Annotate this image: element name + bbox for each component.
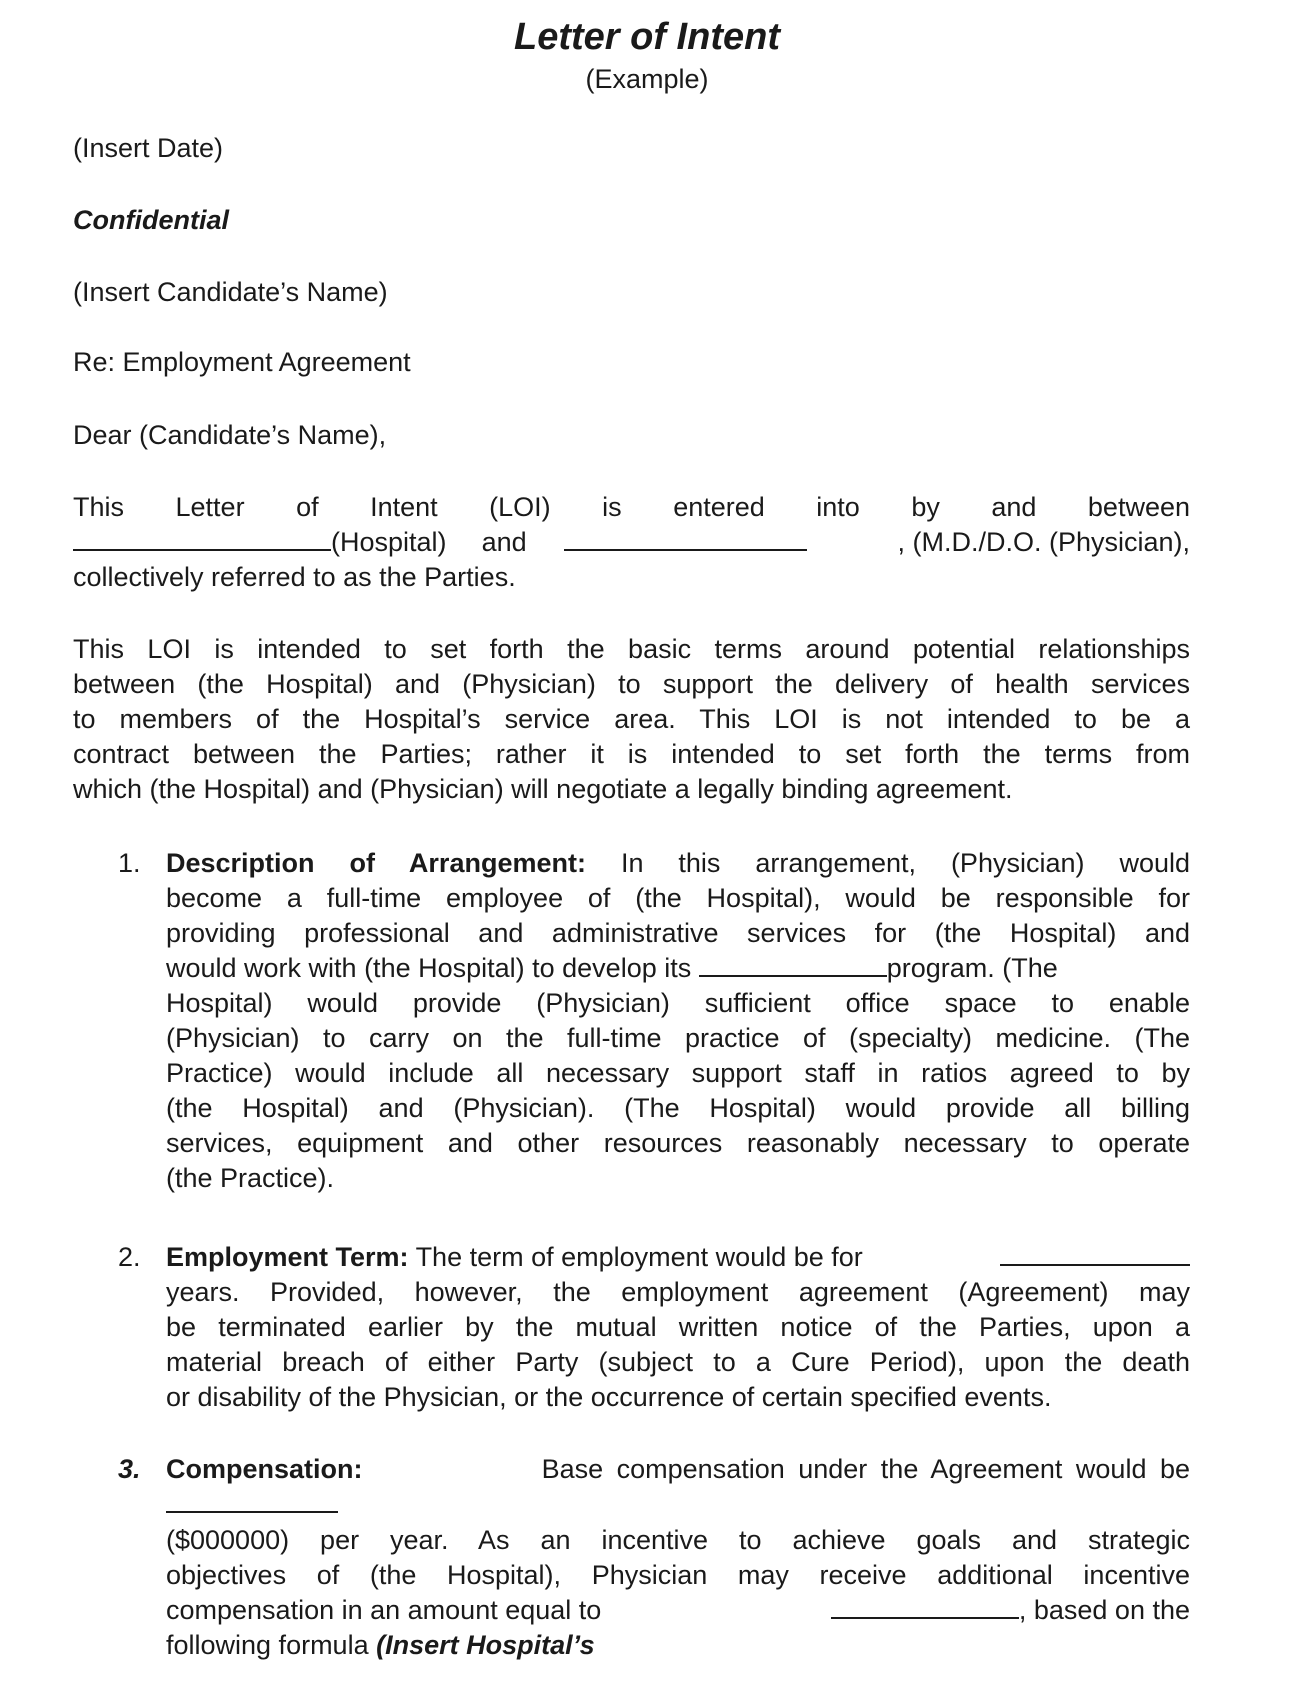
intro-line-1: This Letter of Intent (LOI) is entered into by and between: [73, 492, 1190, 522]
purpose-line: This LOI is intended to set forth the basic terms around potential relationships: [73, 634, 1190, 664]
item3-line-4: compensation in an amount equal to , based on the: [166, 1595, 1190, 1625]
item3-line-1: Compensation: Base compensation under the Agreement would be: [166, 1452, 1190, 1487]
purpose-line: which (the Hospital) and (Physician) will negotiate a legally binding agreement.: [73, 774, 1013, 804]
candidate-name-placeholder: (Insert Candidate’s Name): [73, 277, 388, 307]
and-word: and: [481, 527, 527, 557]
program-blank: [699, 951, 887, 977]
item1-line-4: would work with (the Hospital) to develop its program. (The: [166, 953, 1058, 983]
intro-line-2: [73, 525, 1190, 560]
item-heading: Employment Term:: [166, 1242, 409, 1272]
purpose-line: to members of the Hospital’s service area. This LOI is not intended to be a: [73, 704, 1190, 734]
term-years-blank: [1000, 1240, 1190, 1266]
item1-line-2: become a full-time employee of (the Hospital), would be responsible for: [166, 883, 1190, 913]
item-text: [166, 846, 1190, 1196]
date-placeholder: (Insert Date): [73, 133, 224, 163]
purpose-line: contract between the Parties; rather it is intended to set forth the terms from: [73, 739, 1190, 769]
physician-label: , (M.D./D.O. (Physician),: [897, 527, 1190, 557]
hospital-label: (Hospital): [331, 527, 447, 557]
item2-line: years. Provided, however, the employment agreement (Agreement) may: [166, 1277, 1190, 1307]
item-text: [166, 1240, 1190, 1415]
base-compensation-blank: [166, 1487, 338, 1513]
purpose-paragraph: [73, 632, 1190, 807]
item-number: 2.: [118, 1242, 141, 1272]
item3-line-5: following formula (Insert Hospital’s: [166, 1630, 595, 1660]
physician-blank: [564, 525, 807, 551]
item1-line: (the Practice).: [166, 1163, 335, 1193]
incentive-blank: [831, 1593, 1019, 1619]
item-heading: Compensation:: [166, 1454, 363, 1484]
intro-paragraph: [73, 490, 1190, 595]
item2-line-1: Employment Term: The term of employment would be for: [166, 1240, 1190, 1275]
item2-line: be terminated earlier by the mutual written notice of the Parties, upon a: [166, 1312, 1190, 1342]
item2-line: or disability of the Physician, or the occurrence of certain specified events.: [166, 1382, 1052, 1412]
item-number: 1.: [118, 848, 141, 878]
hospital-blank: [73, 525, 331, 551]
item-text: [166, 1452, 1190, 1663]
re-line: Re: Employment Agreement: [73, 347, 411, 377]
item1-line-3: providing professional and administrative services for (the Hospital) and: [166, 918, 1190, 948]
purpose-line: between (the Hospital) and (Physician) to support the delivery of health services: [73, 669, 1190, 699]
item1-line: Practice) would include all necessary support staff in ratios agreed to by: [166, 1058, 1190, 1088]
document-subtitle: (Example): [585, 64, 709, 94]
item-heading: Description of Arrangement:: [166, 848, 586, 878]
item3-line-3: objectives of (the Hospital), Physician may receive additional incentive: [166, 1560, 1190, 1590]
intro-line-3: collectively referred to as the Parties.: [73, 562, 516, 592]
item1-line: (the Hospital) and (Physician). (The Hospital) would provide all billing: [166, 1093, 1190, 1123]
item3-blank-line: [166, 1487, 1190, 1523]
item-number: 3.: [118, 1454, 141, 1484]
item3-line-2: ($000000) per year. As an incentive to achieve goals and strategic: [166, 1525, 1190, 1555]
item1-line-1: Description of Arrangement: In this arrangement, (Physician) would: [166, 848, 1190, 878]
document-title: Letter of Intent: [514, 16, 780, 58]
confidential-label: Confidential: [73, 205, 229, 235]
item2-line: material breach of either Party (subject to a Cure Period), upon the death: [166, 1347, 1190, 1377]
salutation: Dear (Candidate’s Name),: [73, 420, 387, 450]
item1-line: (Physician) to carry on the full-time practice of (specialty) medicine. (The: [166, 1023, 1190, 1053]
item1-line: services, equipment and other resources reasonably necessary to operate: [166, 1128, 1190, 1158]
item1-line: Hospital) would provide (Physician) sufficient office space to enable: [166, 988, 1190, 1018]
